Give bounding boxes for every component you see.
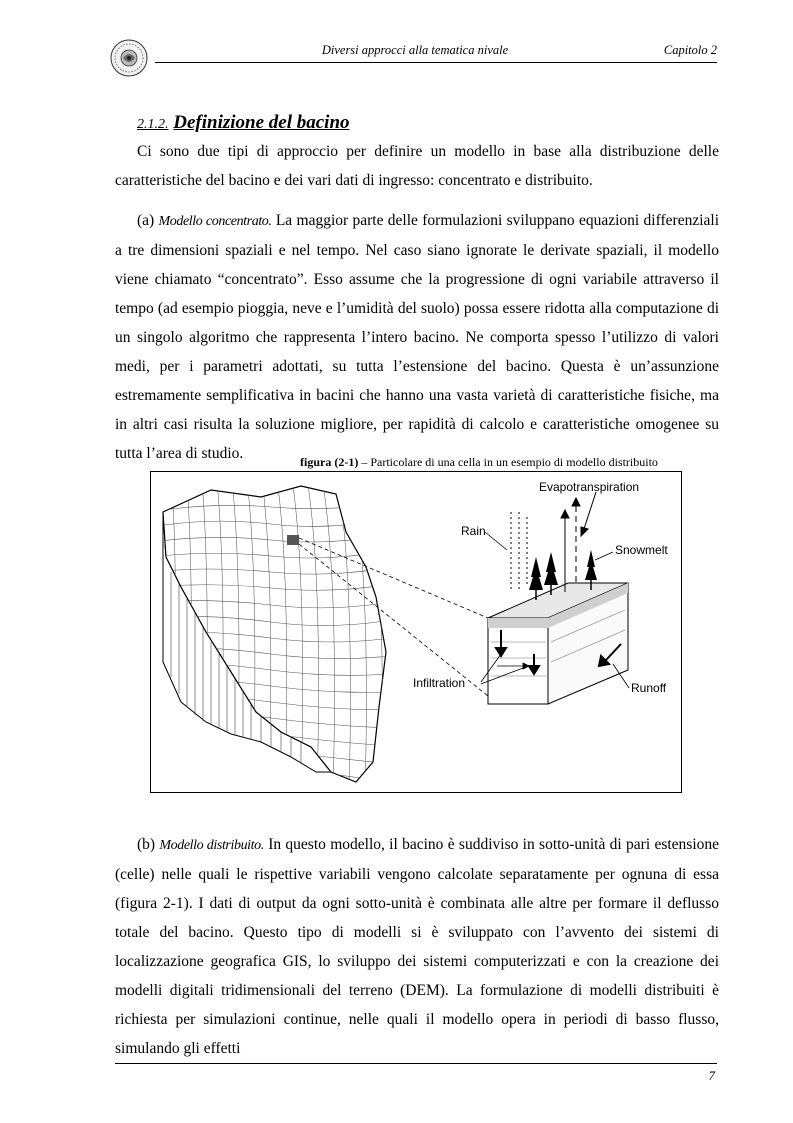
intro-paragraph: Ci sono due tipi di approccio per definire un modello in base alla distribuzione delle caratteristiche del bacino e dei vari dati di ingresso: concentrato e distribuito. [115, 143, 719, 189]
label-runoff: Runoff [631, 681, 667, 695]
item-label-b: (b) [137, 836, 156, 853]
label-rain: Rain [461, 524, 486, 538]
university-seal-logo [108, 38, 150, 78]
running-header-chapter: Capitolo 2 [663, 43, 717, 57]
distributed-model-paragraph [115, 830, 719, 1063]
lumped-model-lead: Modello concentrato. [158, 214, 272, 229]
label-infiltration: Infiltration [413, 676, 466, 690]
footer-divider [115, 1063, 717, 1064]
label-evapotranspiration: Evapotranspiration [539, 480, 640, 494]
distributed-model-lead: Modello distribuito. [159, 838, 264, 853]
running-header-title: Diversi approcci alla tematica nivale [321, 43, 509, 57]
figure-caption [300, 455, 658, 470]
lumped-model-body: La maggior parte delle formulazioni sviluppano equazioni differenziali a tre dimensioni spaziali e nel tempo. Nel caso siano ignorate le derivate spaziali, il modello viene chiamato “concentrato”. Esso assume che la progressione di ogni variabile attraverso il tempo (ad esempio pioggia, neve e l’umidità del suolo) possa essere ridotta alla computazione di un singolo algoritmo che rappresenta l’intero bacino. Ne comporta spesso l’utilizzo di valori medi, per i parametri adottati, su tutta l’estensione del bacino. Questa è un’assunzione estremamente semplificativa in bacini che hanno una vasta varietà di caratteristiche fisiche, ma in altri casi risulta la soluzione migliore, per rapidità di calcolo e caratteristiche omogenee su tutta l’area di studio. [115, 212, 720, 462]
label-snowmelt: Snowmelt [615, 543, 668, 557]
section-heading [137, 112, 350, 134]
header-divider [155, 62, 717, 63]
figure-frame [150, 471, 682, 793]
distributed-model-body: In questo modello, il bacino è suddiviso in sotto-unità di pari estensione (celle) nelle quali le rispettive variabili vengono calcolate separatamente per ognuna di essa (figura 2-1). I dati di output da ogni sotto-unità è combinata alle altre per formare il deflusso totale del bacino. Questo tipo di modelli si è sviluppato con l’avvento dei sistemi di localizzazione geografica GIS, lo sviluppo dei sistemi computerizzati e con la creazione dei modelli digitali tridimensionali del terreno (DEM). La formulazione di modelli distribuiti è richiesta per simulazioni continue, nelle quali il modello opera in periodi di basso flusso, simulando gli effetti [115, 836, 720, 1057]
figure-caption-text: – Particolare di una cella in un esempio di modello distribuito [358, 455, 658, 469]
page-number: 7 [708, 1068, 715, 1083]
basin-terrain-mesh [151, 472, 391, 792]
figure-label: figura (2-1) [300, 455, 359, 469]
highlighted-cell [287, 535, 299, 545]
lumped-model-paragraph [115, 206, 719, 468]
section-number: 2.1.2. [137, 117, 169, 132]
section-title: Definizione del bacino [173, 112, 350, 133]
cell-block [488, 583, 628, 704]
item-label-a: (a) [137, 212, 155, 229]
distributed-model-diagram [151, 472, 683, 794]
